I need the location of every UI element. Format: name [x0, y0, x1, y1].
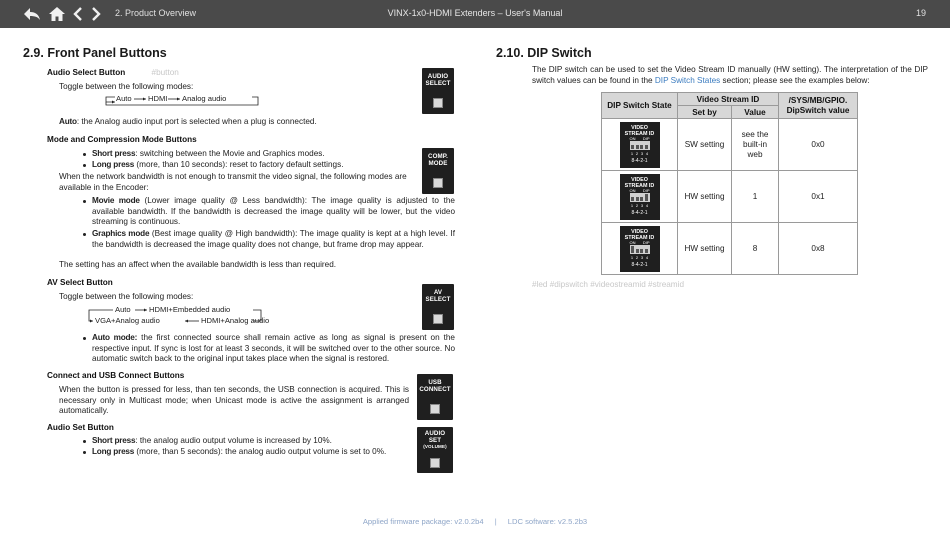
section-title-dip-switch: 2.10. DIP Switch: [496, 46, 592, 60]
audio-set-button-image: AUDIO SET (VOLUME): [417, 427, 453, 473]
breadcrumb[interactable]: 2. Product Overview: [115, 8, 197, 18]
cell-value: 8: [732, 223, 779, 275]
dip-switch-table: [601, 92, 858, 275]
list-item: Movie mode (Lower image quality @ Less bandwidth): The image quality is adjusted to the available bandwidth. If the bandwidth is decreased the image quality will be lower, but the video streaming is continuous.: [81, 196, 455, 228]
table-row: [602, 119, 858, 171]
home-icon[interactable]: [48, 6, 66, 22]
usb-connect-button-image: USB CONNECT: [417, 374, 453, 420]
audio-select-mode-flow: [104, 93, 264, 107]
button-key: [433, 98, 443, 108]
bandwidth-text: When the network bandwidth is not enough to transmit the video signal, the following modes are available in the Encoder:: [59, 172, 407, 192]
cell-set-by: HW setting: [678, 223, 732, 275]
cell-set-by: HW setting: [678, 171, 732, 223]
col-video-stream-id: Video Stream ID: [678, 93, 779, 106]
button-key: [430, 458, 440, 468]
back-arrow-icon[interactable]: [22, 6, 42, 22]
footer: [0, 517, 950, 526]
audio-select-note: Auto: the Analog audio input port is selected when a plug is connected.: [59, 117, 317, 126]
comp-mode-button-image: COMP. MODE: [422, 148, 454, 194]
mode-hdmi-embedded: HDMI+Embedded audio: [149, 305, 231, 314]
audio-select-title: Audio Select Button #button: [47, 68, 179, 77]
mode-hdmi-analog: HDMI+Analog audio: [201, 316, 270, 325]
footer-separator: |: [494, 517, 497, 526]
list-item: Auto mode: the first connected source shall remain active as long as signal is present on the respective input. If sync is lost for at least 3 seconds, it will be switched over to the other source. No automatic switch back to the original input takes place when the signal is restored.: [81, 333, 455, 365]
dip-switch-image: VIDEO STREAM ID ON DIP 1 2 3 4 8-4-2-1: [620, 122, 660, 168]
audio-select-intro: Toggle between the following modes:: [59, 82, 194, 91]
av-select-button-image: AV SELECT: [422, 284, 454, 330]
dip-switch-image: VIDEO STREAM ID ON DIP 1 2 3 4 8-4-2-1: [620, 226, 660, 272]
usb-connect-title: Connect and USB Connect Buttons: [47, 371, 185, 380]
mode-hdmi: HDMI: [148, 94, 168, 103]
cell-value: 1: [732, 171, 779, 223]
audio-set-list: [81, 436, 411, 457]
list-item: Short press: the analog audio output volume is increased by 10%.: [81, 436, 411, 447]
document-title: VINX-1x0-HDMI Extenders – User's Manual: [387, 8, 563, 18]
chevron-right-icon[interactable]: [90, 6, 102, 22]
cell-sys-value: 0x1: [779, 171, 858, 223]
encoder-modes-list: [81, 196, 455, 251]
av-select-title: AV Select Button: [47, 278, 113, 287]
front-panel-section: [23, 46, 455, 456]
mode-analog-audio: Analog audio: [182, 94, 227, 103]
cell-sys-value: 0x0: [779, 119, 858, 171]
firmware-version: Applied firmware package: v2.0.2b4: [362, 517, 484, 526]
chevron-left-icon[interactable]: [72, 6, 84, 22]
button-tag[interactable]: #button: [151, 68, 179, 77]
av-auto-list: [81, 333, 455, 365]
section-title-front-panel: 2.9. Front Panel Buttons: [23, 46, 167, 60]
list-item: Short press: switching between the Movie and Graphics modes.: [81, 149, 411, 160]
page-number: 19: [915, 8, 926, 18]
col-dip-state: DIP Switch State: [602, 93, 678, 119]
col-value: Value: [732, 106, 779, 119]
top-bar: [0, 0, 950, 28]
mode-auto: Auto: [116, 94, 132, 103]
mode-compression-list: [81, 149, 411, 170]
audio-select-button-image: AUDIO SELECT: [422, 68, 454, 114]
av-select-intro: Toggle between the following modes:: [59, 292, 194, 301]
list-item: Long press (more, than 5 seconds): the analog audio output volume is set to 0%.: [81, 447, 411, 458]
nav-buttons: [22, 5, 102, 23]
dip-switch-section: [496, 46, 928, 289]
cell-set-by: SW setting: [678, 119, 732, 171]
table-row: [602, 171, 858, 223]
mode-compression-title: Mode and Compression Mode Buttons: [47, 135, 197, 144]
button-key: [433, 178, 443, 188]
av-select-mode-flow: [83, 304, 273, 328]
list-item: Long press (more, than 10 seconds): reset to factory default settings.: [81, 160, 411, 171]
dip-intro: The DIP switch can be used to set the Video Stream ID manually (HW setting). The interpretation of the DIP switch values can be found in the DIP Switch States section; please see the examples below:: [532, 65, 928, 85]
cell-value: see the built-in web: [732, 119, 779, 171]
list-item: Graphics mode (Best image quality @ High bandwidth): The image quality is kept at a high level. If the bandwidth is decreased the image quality does not change, but frame drop may appear.: [81, 229, 455, 250]
ldc-version: LDC software: v2.5.2b3: [507, 517, 588, 526]
dip-switch-states-link[interactable]: DIP Switch States: [654, 75, 721, 85]
col-set-by: Set by: [678, 106, 732, 119]
mode-vga-analog: VGA+Analog audio: [95, 316, 160, 325]
button-key: [433, 314, 443, 324]
button-key: [430, 404, 440, 414]
dip-switch-image: VIDEO STREAM ID ON DIP 1 2 3 4 8-4-2-1: [620, 174, 660, 220]
dip-tags[interactable]: #led #dipswitch #videostreamid #streamid: [532, 280, 685, 289]
table-row: [602, 223, 858, 275]
audio-set-title: Audio Set Button: [47, 423, 114, 432]
usb-connect-text: When the button is pressed for less, than ten seconds, the USB connection is acquired. This is necessary only in Multicast mode; when Unicast mode is active the assignment is arranged automatically.: [59, 385, 409, 416]
cell-sys-value: 0x8: [779, 223, 858, 275]
col-sys-dipswitch: /SYS/MB/GPIO. DipSwitch value: [779, 93, 858, 119]
mode-auto: Auto: [115, 305, 131, 314]
setting-note: The setting has an affect when the available bandwidth is less than required.: [59, 260, 337, 269]
